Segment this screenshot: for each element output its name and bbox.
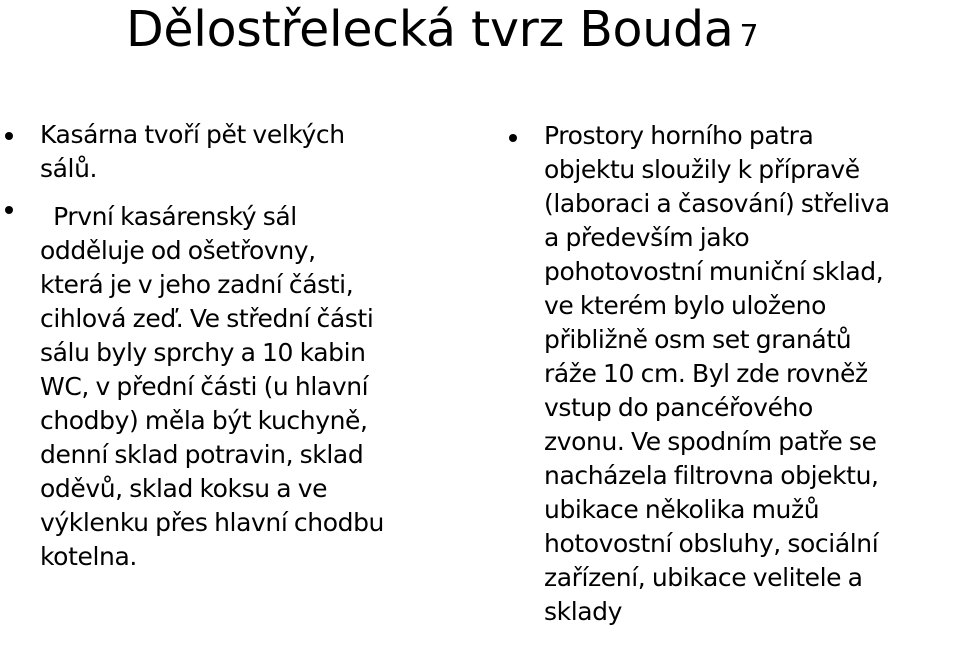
bullet-dot-icon [5, 206, 13, 214]
text-line: pohotovostní muniční sklad, [544, 257, 884, 286]
text-line: odděluje od ošetřovny, [40, 236, 316, 265]
text-line: kotelna. [40, 542, 137, 571]
text-line: ve kterém bylo uloženo [544, 291, 826, 320]
text-line: ubikace několika mužů [544, 495, 820, 524]
slide-title [126, 0, 758, 67]
text-line: První kasárenský sál [40, 202, 297, 231]
text-line: vstup do pancéřového [544, 393, 813, 422]
text-line: Kasárna tvoří pět velkých [40, 120, 345, 149]
text-line: výklenku přes hlavní chodbu [40, 508, 385, 537]
bullet-dot-icon [5, 132, 13, 140]
text-line: (laboraci a časování) střeliva [544, 189, 890, 218]
bullet-dot-icon [509, 134, 517, 142]
text-line: cihlová zeď. Ve střední části [40, 304, 374, 333]
text-line: přibližně osm set granátů [544, 325, 852, 354]
text-line: objektu sloužily k přípravě [544, 155, 860, 184]
text-line: a především jako [544, 223, 750, 252]
text-line: zařízení, ubikace velitele a [544, 563, 863, 592]
text-line: hotovostní obsluhy, sociální [544, 529, 879, 558]
bullet-item-barracks [40, 118, 345, 186]
text-line: oděvů, sklad koksu a ve [40, 474, 328, 503]
text-line: zvonu. Ve spodním patře se [544, 427, 877, 456]
bullet-item-upper-floor [544, 119, 890, 629]
text-line: WC, v přední části (u hlavní [40, 372, 369, 401]
slide-number: 7 [739, 19, 759, 54]
text-line: sálů. [40, 154, 98, 183]
text-line: sklady [544, 597, 623, 626]
text-line: Prostory horního patra [544, 121, 814, 150]
bullet-item-first-hall [40, 200, 384, 574]
text-line: chodby) měla být kuchyně, [40, 406, 368, 435]
text-line: nacházela filtrovna objektu, [544, 461, 879, 490]
text-line: denní sklad potravin, sklad [40, 440, 364, 469]
text-line: která je v jeho zadní části, [40, 270, 354, 299]
text-line: ráže 10 cm. Byl zde rovněž [544, 359, 868, 388]
slide-title-text: Dělostřelecká tvrz Bouda [126, 1, 734, 58]
text-line: sálu byly sprchy a 10 kabin [40, 338, 366, 367]
